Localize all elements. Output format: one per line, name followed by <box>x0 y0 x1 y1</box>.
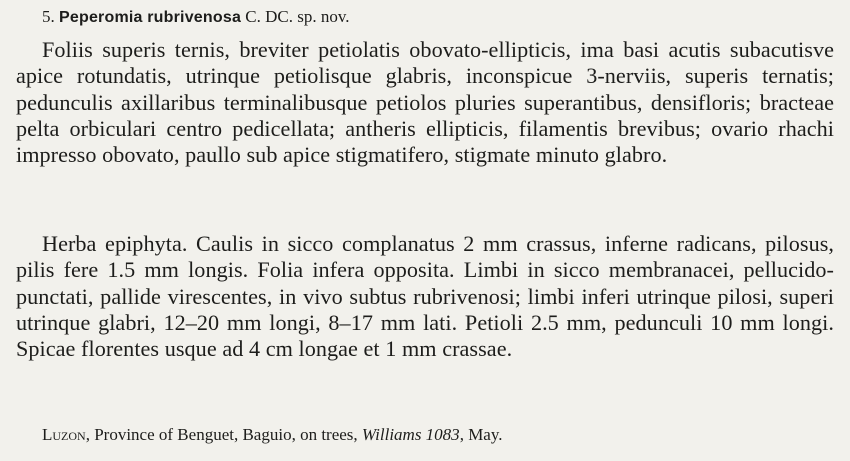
specimen-locality <box>42 424 503 446</box>
diagnosis-paragraph <box>16 37 834 168</box>
locality-details: , Province of Benguet, Baguio, on trees, <box>85 425 358 444</box>
species-name: Peperomia rubrivenosa <box>59 9 242 26</box>
collector-number: Williams 1083 <box>361 425 460 444</box>
species-heading <box>42 6 350 29</box>
species-author: C. DC. sp. nov. <box>245 7 350 26</box>
species-number: 5. <box>42 7 55 26</box>
diagnosis-text: Foliis superis ternis, breviter petiolatis obovato-ellipticis, ima basi acutis subacutisve apice rotundatis, utrinque petiolisque glabris, inconspicue 3-nerviis, superis ternatis; pedunculis axillaribus terminalibusque petiolos pluries superantibus, densifloris; bracteae pelta orbiculari centro pedicellata; antheris ellipticis, filamentis brevibus; ovario rhachi impresso obovato, paullo sub apice stigmatifero, stigmate minuto glabro. <box>16 37 834 168</box>
collection-date: , May. <box>459 425 503 444</box>
locality-place: Luzon <box>42 425 86 444</box>
description-paragraph <box>16 231 834 362</box>
description-text: Herba epiphyta. Caulis in sicco complanatus 2 mm crassus, inferne radicans, pilosus, pilis fere 1.5 mm longis. Folia infera opposita. Limbi in sicco membranacei, pellucido-punctati, pallide virescentes, in vivo subtus rubrivenosi; limbi inferi utrinque pilosi, superi utrinque glabri, 12–20 mm longi, 8–17 mm lati. Petioli 2.5 mm, pedunculi 10 mm longi. Spicae florentes usque ad 4 cm longae et 1 mm crassae. <box>16 231 834 362</box>
